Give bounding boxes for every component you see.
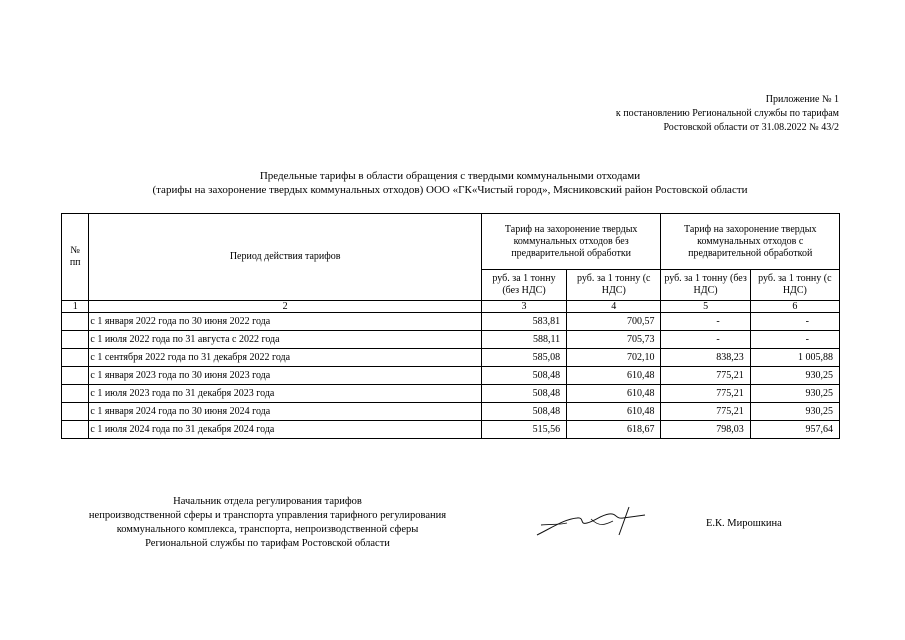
row-num: [62, 349, 89, 367]
tariff-with-processing-no-vat: 775,21: [661, 367, 750, 385]
row-num: [62, 403, 89, 421]
title-line-1: Предельные тарифы в области обращения с твердыми коммунальными отходами: [259, 170, 641, 182]
title-line-2: (тарифы на захоронение твердых коммунальных отходов) ООО «ГК«Чистый город», Мясниковский район Ростовской области: [152, 184, 748, 196]
tariff-with-processing-no-vat: 798,03: [661, 421, 750, 439]
header-group-without-processing: Тариф на захоронение твердых коммунальных отходов без предварительной обработки: [481, 214, 661, 270]
header-group-with-processing: Тариф на захоронение твердых коммунальных отходов с предварительной обработкой: [661, 214, 840, 270]
signer-line-1: Начальник отдела регулирования тарифов: [173, 496, 362, 507]
tariff-without-processing-no-vat: 508,48: [481, 367, 566, 385]
tariff-without-processing-vat: 702,10: [567, 349, 661, 367]
tariff-with-processing-vat: 930,25: [750, 403, 839, 421]
column-number: 3: [481, 301, 566, 313]
row-period: с 1 января 2024 года по 30 июня 2024 года: [89, 403, 482, 421]
signer-line-3: коммунального комплекса, транспорта, непроизводственной сферы: [116, 524, 419, 535]
tariff-without-processing-no-vat: 583,81: [481, 313, 566, 331]
signer-line-4: Региональной службы по тарифам Ростовской области: [145, 538, 390, 549]
tariff-with-processing-vat: 930,25: [750, 385, 839, 403]
row-period: с 1 июля 2024 года по 31 декабря 2024 года: [89, 421, 482, 439]
tariff-with-processing-no-vat: -: [661, 331, 750, 349]
tariff-with-processing-no-vat: -: [661, 313, 750, 331]
table-row: [62, 331, 840, 349]
row-num: [62, 421, 89, 439]
header-sub-4: руб. за 1 тонну (с НДС): [750, 270, 839, 301]
table-row: [62, 313, 840, 331]
header-sub-3: руб. за 1 тонну (без НДС): [661, 270, 750, 301]
tariff-with-processing-no-vat: 775,21: [661, 403, 750, 421]
tariff-without-processing-no-vat: 585,08: [481, 349, 566, 367]
row-num: [62, 313, 89, 331]
signer-position: [60, 495, 475, 551]
header-period: Период действия тарифов: [89, 214, 482, 301]
tariff-with-processing-vat: -: [750, 313, 839, 331]
table-row: [62, 367, 840, 385]
row-num: [62, 331, 89, 349]
column-number: 1: [62, 301, 89, 313]
tariff-without-processing-no-vat: 515,56: [481, 421, 566, 439]
tariff-with-processing-vat: 930,25: [750, 367, 839, 385]
tariff-with-processing-no-vat: 775,21: [661, 385, 750, 403]
table-row: [62, 385, 840, 403]
tariff-without-processing-vat: 705,73: [567, 331, 661, 349]
tariffs-table: [61, 213, 840, 439]
tariff-without-processing-no-vat: 508,48: [481, 403, 566, 421]
row-period: с 1 июля 2022 года по 31 августа с 2022 года: [89, 331, 482, 349]
signer-name: Е.К. Мирошкина: [706, 518, 782, 529]
table-header-row: [62, 214, 840, 270]
column-number: 2: [89, 301, 482, 313]
row-period: с 1 июля 2023 года по 31 декабря 2023 года: [89, 385, 482, 403]
row-period: с 1 января 2023 года по 30 июня 2023 года: [89, 367, 482, 385]
tariff-with-processing-vat: 1 005,88: [750, 349, 839, 367]
column-number: 6: [750, 301, 839, 313]
column-number: 4: [567, 301, 661, 313]
tariff-without-processing-vat: 610,48: [567, 367, 661, 385]
appendix-line-1: Приложение № 1: [765, 94, 839, 105]
table-row: [62, 421, 840, 439]
tariff-without-processing-vat: 610,48: [567, 385, 661, 403]
table-row: [62, 349, 840, 367]
tariff-without-processing-vat: 610,48: [567, 403, 661, 421]
tariff-with-processing-vat: 957,64: [750, 421, 839, 439]
tariff-without-processing-no-vat: 588,11: [481, 331, 566, 349]
header-sub-2: руб. за 1 тонну (с НДС): [567, 270, 661, 301]
table-row: [62, 403, 840, 421]
appendix-line-3: Ростовской области от 31.08.2022 № 43/2: [663, 122, 839, 133]
column-number-row: [62, 301, 840, 313]
row-period: с 1 сентября 2022 года по 31 декабря 2022 года: [89, 349, 482, 367]
tariff-with-processing-vat: -: [750, 331, 839, 349]
tariff-without-processing-vat: 618,67: [567, 421, 661, 439]
tariff-without-processing-no-vat: 508,48: [481, 385, 566, 403]
tariff-without-processing-vat: 700,57: [567, 313, 661, 331]
row-num: [62, 367, 89, 385]
document-title: [60, 169, 840, 197]
column-number: 5: [661, 301, 750, 313]
appendix-line-2: к постановлению Региональной службы по тарифам: [615, 108, 839, 119]
row-period: с 1 января 2022 года по 30 июня 2022 года: [89, 313, 482, 331]
handwritten-signature: [533, 505, 653, 541]
header-sub-1: руб. за 1 тонну (без НДС): [481, 270, 566, 301]
signer-line-2: непроизводственной сферы и транспорта управления тарифного регулирования: [88, 510, 447, 521]
row-num: [62, 385, 89, 403]
header-num: № пп: [62, 214, 89, 301]
tariff-with-processing-no-vat: 838,23: [661, 349, 750, 367]
appendix-note: [616, 93, 839, 135]
